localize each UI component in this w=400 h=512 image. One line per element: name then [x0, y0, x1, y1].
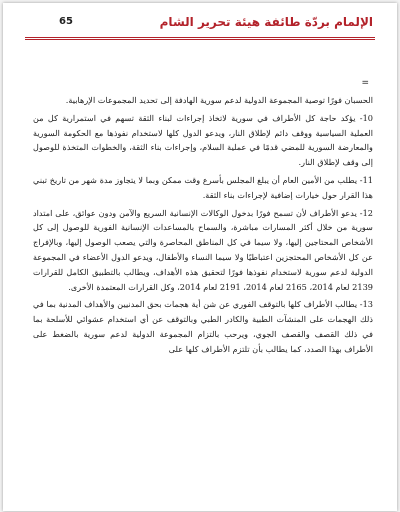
paragraph-continuation: الحسبان فورًا توصية المجموعة الدولية لدعم سورية الهادفة إلى تحديد المجموعات الإرهابية. [65, 95, 373, 105]
paragraph-item-12: 12- يدعو الأطراف لأن تسمح فورًا بدخول الوكالات الإنسانية السريع والآمن ودون عوائق، على امتداد سورية من خلال أكثر المسارات مباشرة، والسماح بالمساعدات الإنسانية الفورية للوصول إلى كل الأشخاص المحتاجين إليها، ولا سيما في كل المناطق المحاصرة والتي يصعب الوصول إليها، وبالإفراج عن كل الأشخاص المحتجزين اعتباطيًا ولا سيما النساء والأطفال، ويدعو الدول الأعضاء في المجموعة الدولية لدعم سورية لاستخدام نفوذها فورًا لتحقيق هذه الأهداف، ويطالب بالتطبيق الكامل للقرارات 2139 لعام 2014، 2165 لعام 2014، 2191 لعام 2014، وكل القرارات المعتمدة الأخرى. [33, 207, 373, 292]
paragraph-item-10: 10- يؤكد حاجة كل الأطراف في سورية لاتخاذ إجراءات لبناء الثقة تسهم في استمرارية كل من العملية السياسية ووقف دائم لإطلاق النار، ويدعو الدول كلها لاستخدام نفوذها مع الحكومة السورية والمعارضة السورية للمضي قدمًا في عملية السلام، وإجراءات بناء الثقة، والخطوات المتخذة للوصول إلى وقف لإطلاق النار. [33, 112, 373, 168]
document-page [3, 3, 397, 511]
paragraph-item-13: 13- يطالب الأطراف كلها بالتوقف الفوري عن شن أية هجمات بحق المدنيين والأهداف المدنية بما في ذلك الهجمات على المنشآت الطبية والكادر الطبي وبالتوقف عن أي استخدام عشوائي للأسلحة بما في ذلك القصف والقصف الجوي، ويرحب بالتزام المجموعة الدولية لدعم سورية بالضغط على الأطراف بهذا الصدد، كما يطالب بأن تلتزم الأطراف كلها على [33, 299, 373, 354]
running-title: الإلمام بردّة طائفة هيئة تحرير الشام [159, 15, 373, 29]
page-number: 65 [59, 16, 73, 27]
paragraph-item-11: 11- يطلب من الأمين العام أن يبلغ المجلس بأسرع وقت ممكن وبما لا يتجاوز مدة شهر من تاريخ تبني هذا القرار حول خيارات إضافية لإجراءات بناء الثقة. [33, 174, 373, 200]
header-divider [25, 37, 375, 38]
page-header [3, 11, 397, 41]
section-mark: = [361, 78, 369, 88]
body-text [33, 93, 373, 360]
